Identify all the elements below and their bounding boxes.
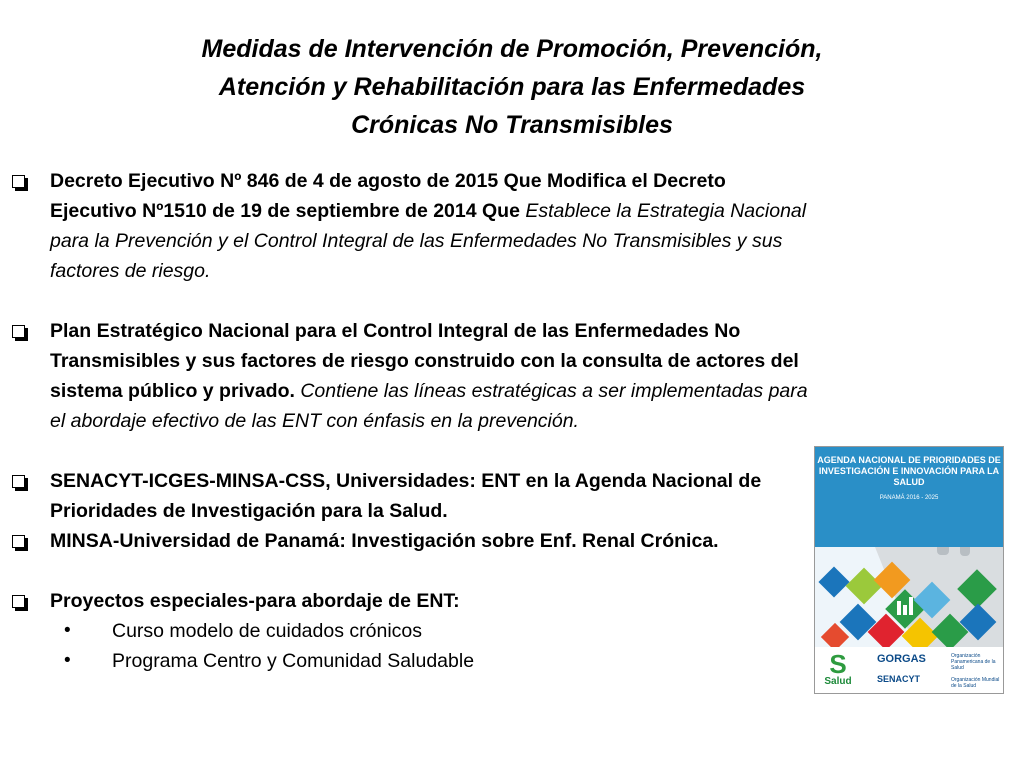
sub-item-text: Programa Centro y Comunidad Saludable xyxy=(112,650,475,672)
list-item xyxy=(12,166,812,286)
ops-oms-logo: Organización Panamericana de la Salud Organización Mundial de la Salud xyxy=(951,653,1000,689)
sub-item-text: Curso modelo de cuidados crónicos xyxy=(112,620,423,642)
checkbox-bullet-icon xyxy=(12,475,25,488)
item-bold-text: Plan Estratégico Nacional para el Control Integral de las Enfermedades No Transmisibles y sus factores de riesgo construido con la consulta de actores del sistema público y privado. xyxy=(50,320,799,402)
salud-logo: S Salud xyxy=(819,651,857,689)
checkbox-bullet-icon xyxy=(12,325,25,338)
cover-title: AGENDA NACIONAL DE PRIORIDADES DE INVESTIGACIÓN E INNOVACIÓN PARA LA SALUD xyxy=(817,455,1001,487)
list-item xyxy=(12,526,812,556)
list-item xyxy=(12,586,812,616)
sub-list-item xyxy=(12,646,812,676)
item-bold-text: Decreto Ejecutivo Nº 846 de 4 de agosto de 2015 Que Modifica el Decreto Ejecutivo Nº1510 de 19 de septiembre de 2014 Que xyxy=(50,170,726,222)
item-italic-text: Contiene las líneas estratégicas a ser implementadas para el abordaje efectivo de las ENT con énfasis en la prevención. xyxy=(50,380,808,432)
senacyt-logo: SENACYT xyxy=(877,674,921,684)
checkbox-bullet-icon xyxy=(12,535,25,548)
list-item xyxy=(12,316,812,436)
cover-subtitle: PANAMÁ 2016 - 2025 xyxy=(879,495,939,501)
item-italic-text: Establece la Estrategia Nacional para la Prevención y el Control Integral de las Enfermedades No Transmisibles y sus factores de riesgo. xyxy=(50,200,807,282)
item-bold-text: Proyectos especiales-para abordaje de ENT: xyxy=(50,590,460,612)
bullet-list xyxy=(12,166,812,676)
list-item xyxy=(12,466,812,526)
title-line-1: Medidas de Intervención de Promoción, Prevención, xyxy=(201,35,823,63)
cover-header xyxy=(815,447,1003,547)
title-line-2: Atención y Rehabilitación para las Enfermedades xyxy=(218,73,806,101)
page-title xyxy=(100,30,924,144)
agenda-cover-image xyxy=(814,446,1004,694)
gorgas-logo: GORGAS xyxy=(877,653,926,665)
bullet-dot-icon: • xyxy=(64,650,71,671)
cover-logos xyxy=(815,647,1003,693)
item-bold-text: MINSA-Universidad de Panamá: Investigación sobre Enf. Renal Crónica. xyxy=(50,530,719,552)
checkbox-bullet-icon xyxy=(12,595,25,608)
checkbox-bullet-icon xyxy=(12,175,25,188)
item-bold-text: SENACYT-ICGES-MINSA-CSS, Universidades: ENT en la Agenda Nacional de Prioridades de Investigación para la Salud. xyxy=(50,470,762,522)
salud-s-icon: S xyxy=(829,649,847,679)
bullet-dot-icon: • xyxy=(64,620,71,641)
sub-list-item xyxy=(12,616,812,646)
title-line-3: Crónicas No Transmisibles xyxy=(351,111,673,139)
